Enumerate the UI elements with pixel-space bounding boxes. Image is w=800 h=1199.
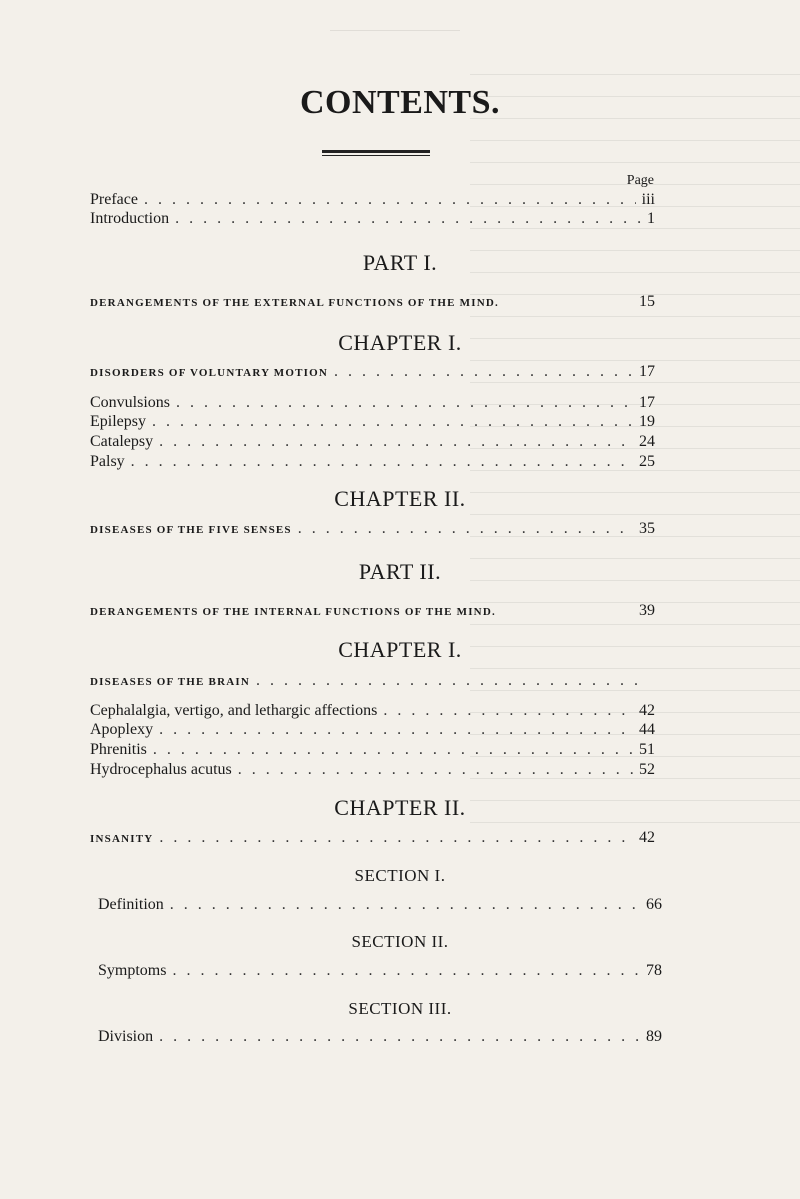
leader-dots — [159, 828, 633, 848]
entry-page: 42 — [639, 702, 655, 719]
toc-entry — [90, 452, 655, 472]
entry-label: Hydrocephalus acutus — [90, 761, 232, 778]
toc-entry-chapter — [90, 519, 655, 540]
entry-label: Phrenitis — [90, 741, 147, 758]
toc-entry — [90, 432, 655, 452]
entry-label: Preface — [90, 191, 138, 208]
entry-page: 51 — [639, 741, 655, 758]
leader-dots — [383, 701, 633, 721]
toc-entry — [90, 412, 655, 432]
leader-dots — [131, 452, 633, 472]
entry-label: Catalepsy — [90, 433, 154, 450]
entry-page: 89 — [646, 1028, 662, 1045]
entry-page: 1 — [647, 210, 655, 227]
bleed-through-header — [330, 30, 460, 41]
toc-entry-chapter — [90, 828, 655, 849]
entry-page: 52 — [639, 761, 655, 778]
entry-label: Apoplexy — [90, 721, 154, 738]
entry-page: 15 — [639, 293, 655, 310]
entry-page: 42 — [639, 829, 655, 846]
leader-dots — [175, 209, 641, 229]
entry-label: DISEASES OF THE BRAIN — [90, 676, 250, 688]
leader-dots — [159, 1027, 640, 1047]
entry-label: Convulsions — [90, 394, 171, 411]
entry-label: DISORDERS OF VOLUNTARY MOTION — [90, 367, 329, 379]
entry-label: Cephalalgia, vertigo, and lethargic affections — [90, 702, 378, 719]
leader-dots — [159, 720, 633, 740]
entry-label: DISEASES OF THE FIVE SENSES — [90, 524, 292, 536]
leader-dots — [238, 760, 633, 780]
entry-label: Definition — [98, 896, 164, 913]
leader-dots — [152, 412, 633, 432]
leader-dots — [153, 740, 633, 760]
toc-entry-section — [98, 895, 662, 915]
section-heading: SECTION I. — [354, 866, 446, 885]
entry-page: 39 — [639, 602, 655, 619]
entry-page: 19 — [639, 413, 655, 430]
entry-label: Division — [98, 1028, 154, 1045]
part-heading: PART I. — [362, 250, 438, 275]
entry-page: 17 — [639, 363, 655, 380]
toc-entry-part2 — [90, 601, 655, 622]
section-heading: SECTION III. — [348, 999, 452, 1018]
leader-dots — [159, 432, 633, 452]
leader-dots — [176, 393, 633, 413]
entry-page: 44 — [639, 721, 655, 738]
entry-page: 25 — [639, 453, 655, 470]
section-heading: SECTION II. — [351, 932, 449, 951]
title-rule — [322, 150, 430, 156]
entry-label: Epilepsy — [90, 413, 146, 430]
entry-page: 35 — [639, 520, 655, 537]
entry-page: 66 — [646, 896, 662, 913]
leader-dots — [298, 519, 633, 539]
entry-label: Symptoms — [98, 962, 167, 979]
entry-label: DERANGEMENTS OF THE EXTERNAL FUNCTIONS OF THE MIND. — [90, 297, 499, 309]
entry-page: 24 — [639, 433, 655, 450]
leader-dots — [170, 895, 640, 915]
leader-dots — [144, 190, 636, 210]
toc-entry-introduction — [90, 209, 655, 229]
toc-entry-section — [98, 1027, 662, 1047]
entry-label: Palsy — [90, 453, 125, 470]
toc-entry — [90, 701, 655, 721]
toc-entry-part1 — [90, 292, 655, 313]
page-column-label: Page — [626, 173, 654, 188]
chapter-heading: CHAPTER I. — [338, 637, 462, 662]
entry-page: 17 — [639, 394, 655, 411]
chapter-heading: CHAPTER II. — [334, 486, 466, 511]
toc-entry-chapter — [90, 362, 655, 383]
leader-dots — [172, 961, 640, 981]
page-title: CONTENTS. — [299, 84, 501, 121]
toc-entry-section — [98, 961, 662, 981]
entry-label: Introduction — [90, 210, 170, 227]
toc-entry — [90, 740, 655, 760]
toc-entry-chapter — [90, 671, 655, 692]
leader-dots — [334, 362, 633, 382]
chapter-heading: CHAPTER II. — [334, 795, 466, 820]
entry-label: INSANITY — [90, 833, 154, 845]
toc-entry — [90, 720, 655, 740]
toc-entry — [90, 393, 655, 413]
chapter-heading: CHAPTER I. — [338, 330, 462, 355]
entry-page: 78 — [646, 962, 662, 979]
toc-entry — [90, 760, 655, 780]
part-heading: PART II. — [358, 559, 442, 584]
entry-label: DERANGEMENTS OF THE INTERNAL FUNCTIONS OF THE MIND. — [90, 606, 496, 618]
leader-dots — [256, 671, 649, 691]
toc-entry-preface — [90, 190, 655, 210]
entry-page: iii — [641, 191, 655, 208]
